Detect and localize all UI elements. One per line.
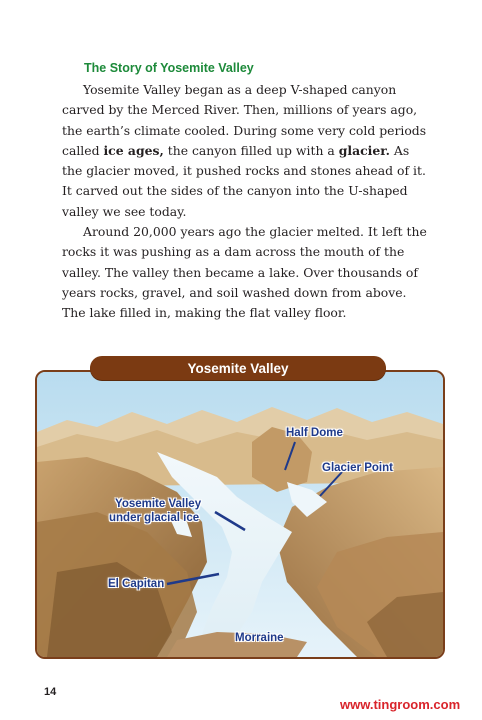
label-glacier-point: Glacier Point bbox=[322, 462, 393, 474]
paragraph-1 bbox=[62, 80, 432, 222]
label-valley-under-ice-line2: under glacial ice bbox=[109, 512, 200, 524]
label-valley-under-ice-line1: Yosemite Valley bbox=[115, 498, 202, 510]
page-number: 14 bbox=[44, 686, 57, 698]
label-morraine: Morraine bbox=[235, 632, 284, 644]
valley-terrain-image bbox=[37, 372, 443, 657]
watermark-text: www.tingroom.com bbox=[340, 697, 461, 712]
label-half-dome: Half Dome bbox=[286, 427, 343, 439]
paragraph-1-part2: the canyon filled up with a bbox=[163, 142, 339, 158]
yosemite-valley-illustration bbox=[35, 370, 445, 659]
term-ice-ages: ice ages, bbox=[103, 142, 164, 158]
term-glacier: glacier. bbox=[338, 142, 390, 158]
paragraph-1-part3: As the glacier moved, it pushed rocks and stones ahead of it. It carved out the sides of the canyon into the U-shaped valley we see today. bbox=[62, 142, 426, 219]
figure-title-banner bbox=[90, 356, 386, 380]
section-heading: The Story of Yosemite Valley bbox=[84, 61, 254, 75]
figure-title: Yosemite Valley bbox=[187, 360, 289, 376]
body-text bbox=[62, 80, 432, 324]
label-el-capitan: El Capitan bbox=[108, 578, 165, 590]
paragraph-1-part1: Yosemite Valley began as a deep V-shaped canyon carved by the Merced River. Then, millions of years ago, the earth’s climate cooled. During some very cold periods called bbox=[62, 82, 427, 158]
paragraph-2: Around 20,000 years ago the glacier melted. It left the rocks it was pushing as a dam across the mouth of the valley. The valley then became a lake. Over thousands of years rocks, gravel, and soil washed down from above. The lake filled in, making the flat valley floor. bbox=[62, 224, 427, 321]
